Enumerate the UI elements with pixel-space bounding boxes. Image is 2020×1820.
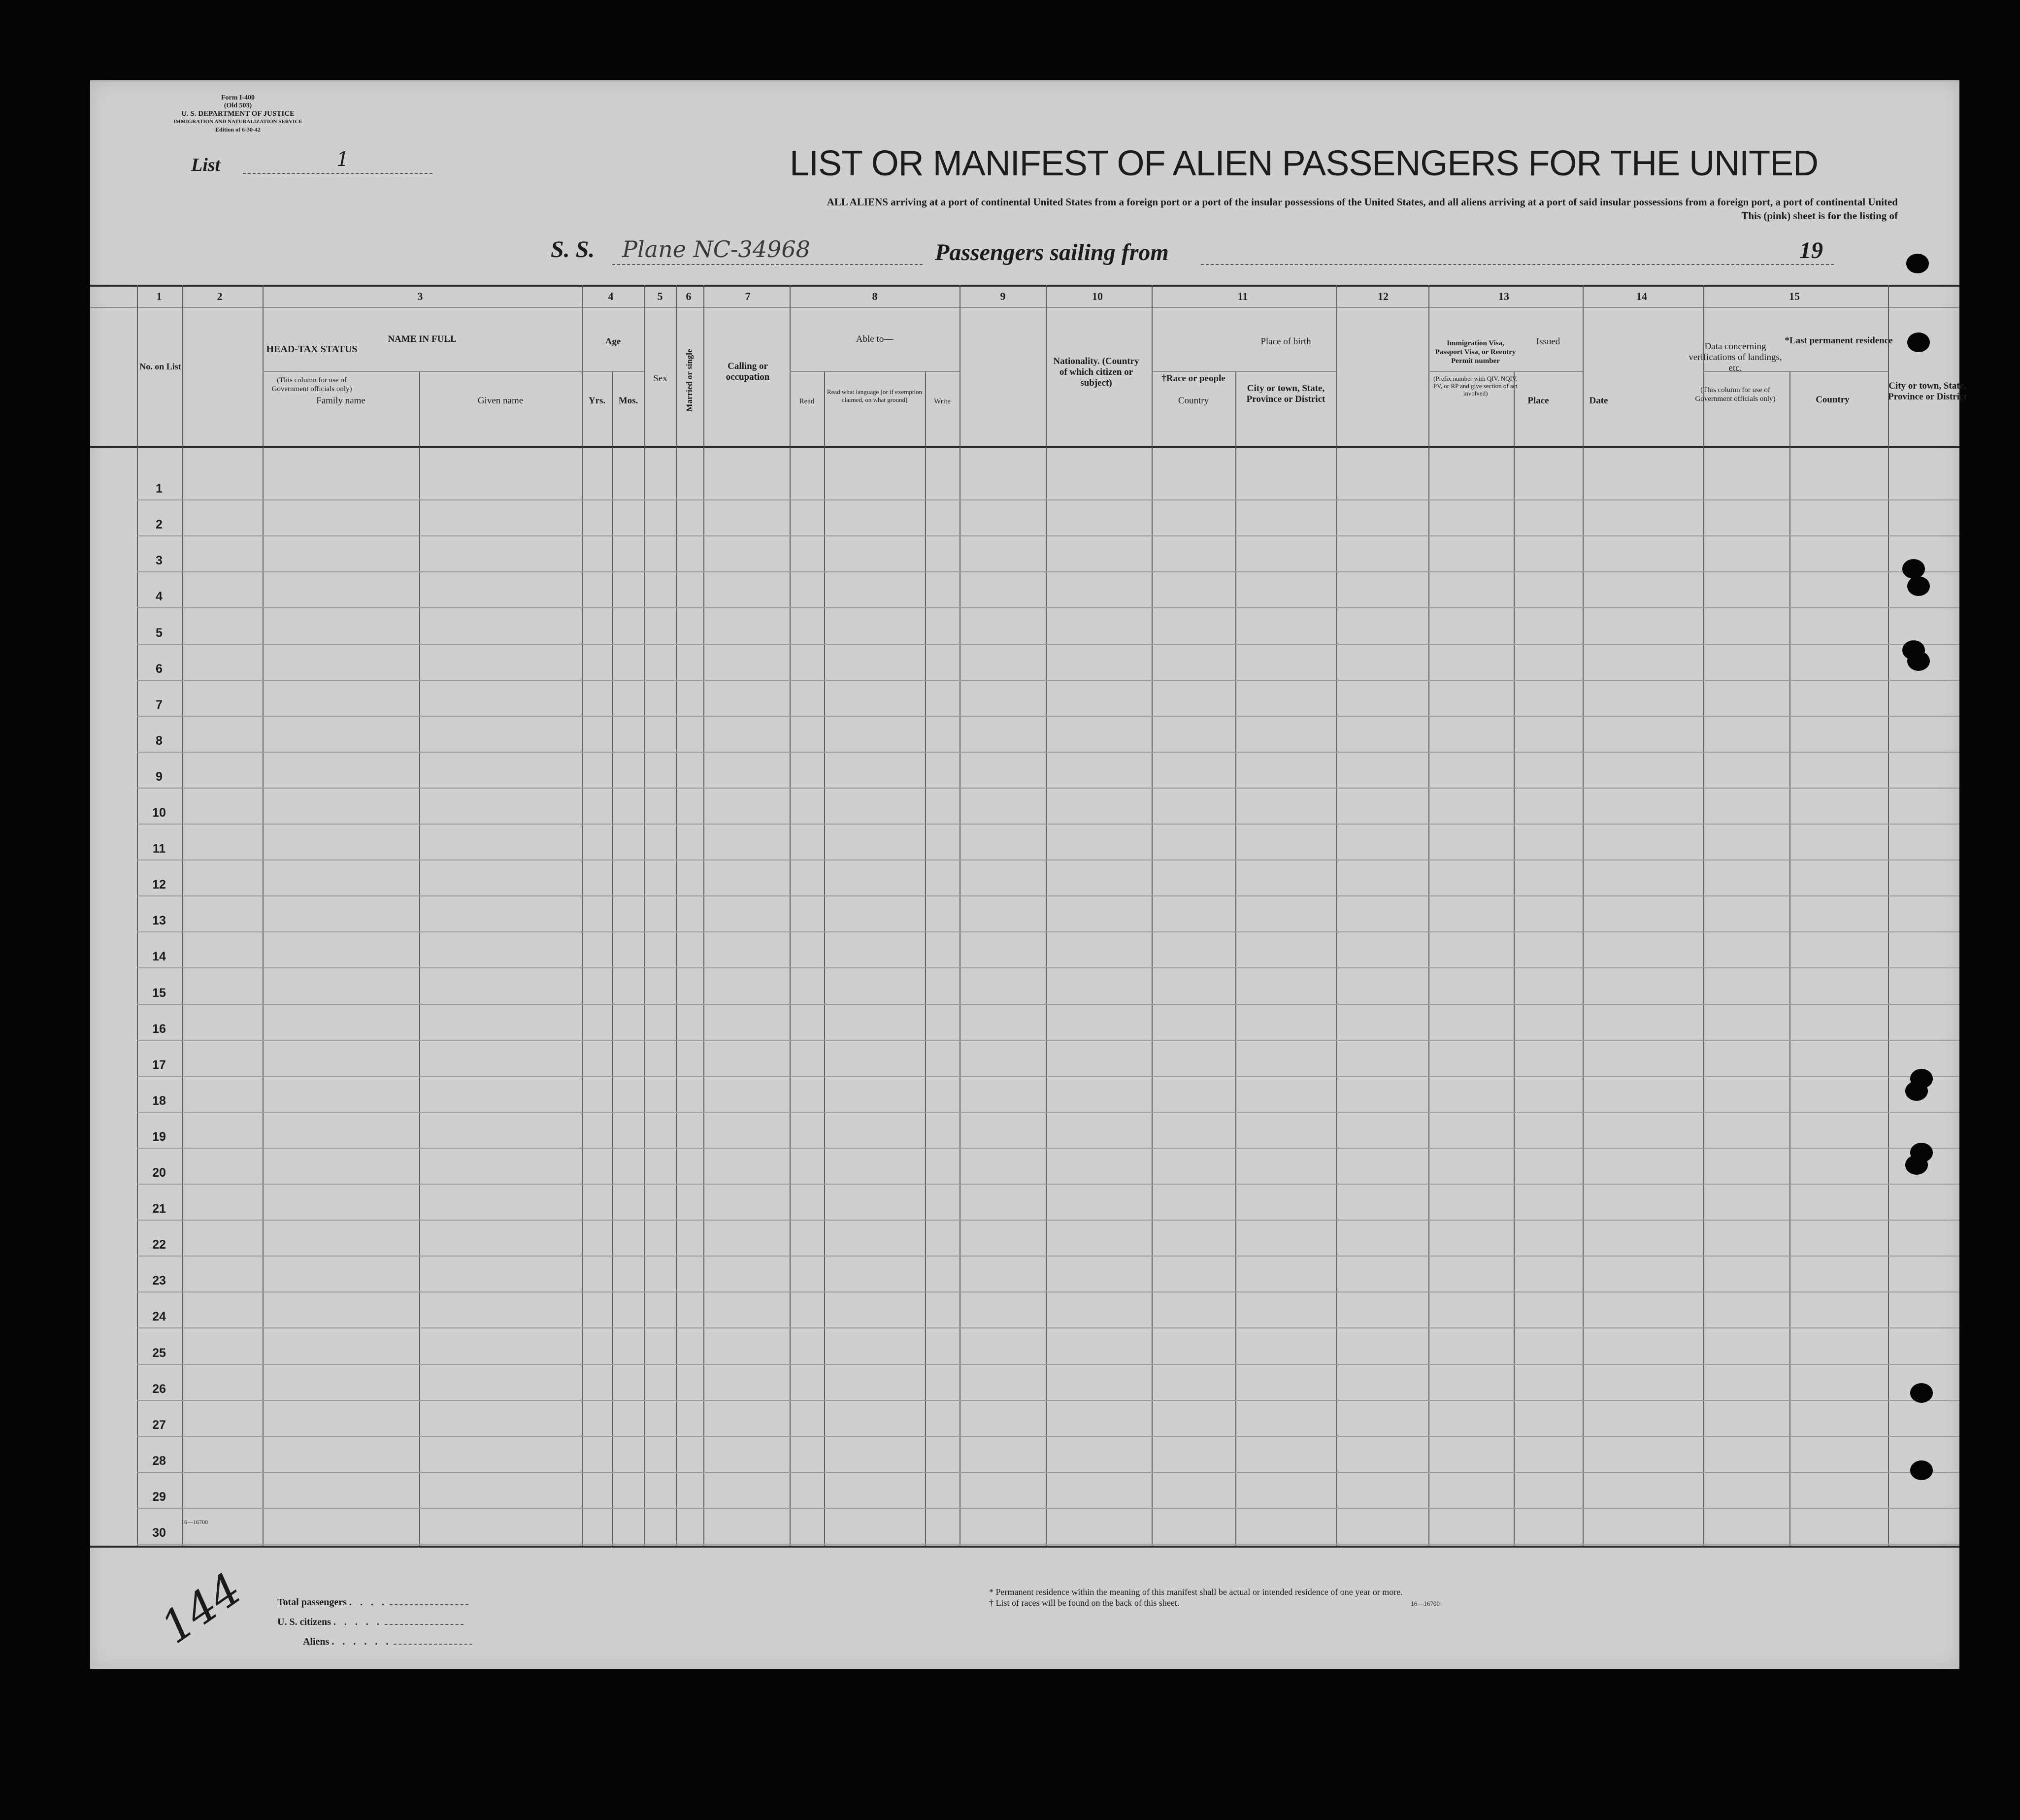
row-number: 8 bbox=[156, 733, 163, 748]
row-line bbox=[137, 607, 1959, 608]
col-num-8: 8 bbox=[872, 290, 878, 302]
col-line-4a bbox=[612, 371, 613, 1546]
row-number: 1 bbox=[156, 482, 163, 496]
row-line bbox=[137, 1004, 1959, 1005]
table-top-border bbox=[90, 285, 1959, 287]
totals-block bbox=[277, 1592, 472, 1652]
header-write: Write bbox=[934, 397, 951, 405]
row-number: 20 bbox=[152, 1166, 166, 1180]
header-name-in-full: NAME IN FULL bbox=[388, 334, 457, 344]
col-num-5: 5 bbox=[657, 290, 663, 302]
col-line-14 bbox=[1703, 285, 1704, 1546]
row-number: 23 bbox=[152, 1274, 166, 1288]
header-able-to: Able to— bbox=[856, 334, 894, 344]
header-place-of-birth: Place of birth bbox=[1260, 336, 1311, 347]
us-citizens-row: U. S. citizens . . . . . bbox=[277, 1612, 472, 1632]
col-line-5 bbox=[676, 285, 677, 1546]
col-line-12 bbox=[1428, 285, 1429, 1546]
colnum-divider bbox=[90, 307, 1959, 308]
punch-hole bbox=[1907, 576, 1930, 596]
col-num-13: 13 bbox=[1498, 290, 1509, 302]
row-number: 25 bbox=[152, 1346, 166, 1360]
header-issued: Issued bbox=[1536, 336, 1560, 347]
row-number: 24 bbox=[152, 1310, 166, 1324]
header-head-tax: HEAD-TAX STATUS bbox=[266, 344, 358, 355]
row-number: 11 bbox=[152, 842, 166, 856]
col-line-8a bbox=[824, 371, 825, 1546]
row-line bbox=[137, 716, 1959, 717]
row-number: 7 bbox=[156, 697, 163, 712]
row-number: 22 bbox=[152, 1238, 166, 1252]
col-num-2: 2 bbox=[217, 290, 223, 302]
col-num-1: 1 bbox=[156, 290, 162, 302]
row-line bbox=[137, 1148, 1959, 1149]
col-line-3 bbox=[582, 285, 583, 1546]
row-line bbox=[137, 1544, 1959, 1545]
col-num-14: 14 bbox=[1636, 290, 1647, 302]
punch-hole bbox=[1910, 1460, 1933, 1480]
row-line bbox=[137, 1436, 1959, 1437]
col-num-6: 6 bbox=[686, 290, 692, 302]
form-old: (Old 503) bbox=[224, 102, 252, 109]
header-no-on-list: No. on List bbox=[139, 362, 181, 371]
ship-value: Plane NC-34968 bbox=[622, 236, 810, 263]
row-number: 13 bbox=[152, 914, 166, 928]
punch-hole bbox=[1910, 1383, 1933, 1403]
col-line-left bbox=[137, 285, 138, 1546]
col-line-9 bbox=[1046, 285, 1047, 1546]
header-given-name: Given name bbox=[477, 396, 524, 406]
row-number: 2 bbox=[156, 518, 163, 532]
col-line-13a bbox=[1514, 371, 1515, 1546]
total-passengers-row: Total passengers . . . . bbox=[277, 1592, 472, 1612]
row-number: 15 bbox=[152, 986, 166, 1000]
row-line bbox=[137, 644, 1959, 645]
col-line-3a bbox=[419, 371, 420, 1546]
col-line-7 bbox=[790, 285, 791, 1546]
row-number: 3 bbox=[156, 554, 163, 568]
col-num-10: 10 bbox=[1092, 290, 1103, 302]
row-line bbox=[137, 571, 1959, 572]
col-num-7: 7 bbox=[745, 290, 751, 302]
col-line-4 bbox=[644, 285, 645, 1546]
row-line bbox=[137, 895, 1959, 896]
form-edition: Edition of 6-30-42 bbox=[215, 126, 261, 133]
page-title: LIST OR MANIFEST OF ALIEN PASSENGERS FOR THE UNITED bbox=[790, 144, 1819, 183]
punch-hole bbox=[1905, 1081, 1928, 1101]
row-line bbox=[137, 680, 1959, 681]
able-group-line bbox=[790, 371, 960, 372]
punch-hole bbox=[1905, 1155, 1928, 1175]
header-calling: Calling or occupation bbox=[726, 361, 770, 382]
row-line bbox=[137, 1076, 1959, 1077]
row-line bbox=[137, 499, 1959, 500]
date-line bbox=[1632, 264, 1834, 265]
row-number: 5 bbox=[156, 626, 163, 640]
row-number: 6 bbox=[156, 662, 163, 676]
footnotes bbox=[989, 1587, 1440, 1609]
footnote-code: 16—16700 bbox=[1411, 1600, 1440, 1607]
row-line bbox=[137, 1220, 1959, 1221]
row-number: 21 bbox=[152, 1202, 166, 1216]
handwritten-number: 144 bbox=[152, 1563, 251, 1654]
subtitle-line-1: ALL ALIENS arriving at a port of continental United States from a foreign port or a port of the insular possessions of the United States, and all aliens arriving at a port of said insular possessions from a foreign port, a port of continental United bbox=[827, 196, 1898, 208]
header-country-2: Country bbox=[1816, 395, 1850, 405]
col-line-15a bbox=[1789, 371, 1790, 1546]
aliens-row: Aliens . . . . . . bbox=[277, 1632, 472, 1652]
form-service: IMMIGRATION AND NATURALIZATION SERVICE bbox=[173, 119, 302, 125]
header-country: Country bbox=[1178, 396, 1209, 406]
row-line bbox=[137, 535, 1959, 536]
row-line bbox=[137, 1364, 1959, 1365]
table-bottom-border bbox=[90, 1546, 1959, 1548]
row-line bbox=[137, 824, 1959, 825]
total-passengers-label: Total passengers bbox=[277, 1597, 347, 1608]
row-line bbox=[137, 967, 1959, 968]
col-line-10 bbox=[1152, 285, 1153, 1546]
header-place: Place bbox=[1527, 396, 1549, 406]
col-line-11 bbox=[1336, 285, 1337, 1546]
col-line-11a bbox=[1235, 371, 1236, 1546]
row-number: 27 bbox=[152, 1418, 166, 1432]
name-group-line bbox=[263, 371, 582, 372]
punch-hole bbox=[1907, 651, 1930, 671]
row-line bbox=[137, 1472, 1959, 1473]
row-line bbox=[137, 1184, 1959, 1185]
sailing-line bbox=[1201, 264, 1629, 265]
year-prefix: 19 bbox=[1799, 237, 1823, 264]
col-line-15 bbox=[1888, 285, 1889, 1546]
header-data-concerning: Data concerning verifications of landings, etc. bbox=[1689, 341, 1782, 373]
punch-hole bbox=[1907, 332, 1930, 352]
header-race: †Race or people bbox=[1161, 373, 1225, 384]
form-number: Form I-400 bbox=[221, 94, 255, 101]
print-code: 16—16700 bbox=[181, 1519, 208, 1525]
header-head-tax-note: (This column for use of Government officials only) bbox=[271, 376, 352, 393]
sailing-label: Passengers sailing from bbox=[935, 239, 1169, 265]
header-date: Date bbox=[1589, 396, 1608, 406]
row-number: 28 bbox=[152, 1454, 166, 1468]
header-city-town-2: City or town, State, Province or District bbox=[1888, 381, 1967, 402]
header-family-name: Family name bbox=[316, 396, 365, 406]
col-num-12: 12 bbox=[1378, 290, 1389, 302]
header-married: Married or single bbox=[685, 349, 694, 412]
header-visa: Immigration Visa, Passport Visa, or Reentry Permit number bbox=[1435, 339, 1516, 365]
col-num-4: 4 bbox=[608, 290, 614, 302]
footnote-residence: * Permanent residence within the meaning of this manifest shall be actual or intended residence of one year or more. bbox=[989, 1587, 1403, 1597]
aliens-label: Aliens bbox=[303, 1636, 330, 1647]
row-number: 26 bbox=[152, 1382, 166, 1396]
row-line bbox=[137, 1291, 1959, 1292]
list-line bbox=[243, 173, 432, 174]
row-line bbox=[137, 1327, 1959, 1328]
age-group-line bbox=[582, 371, 644, 372]
manifest-sheet bbox=[90, 80, 1967, 1669]
header-last-residence: *Last permanent residence bbox=[1785, 335, 1893, 346]
punch-hole bbox=[1902, 559, 1925, 579]
row-number: 17 bbox=[152, 1058, 166, 1072]
col-line-6 bbox=[703, 285, 704, 1546]
header-mos: Mos. bbox=[618, 396, 638, 406]
punch-hole bbox=[1906, 254, 1929, 273]
list-field bbox=[191, 154, 220, 176]
list-label: List bbox=[191, 155, 221, 175]
header-city-town: City or town, State, Province or District bbox=[1246, 383, 1325, 404]
row-line bbox=[137, 1040, 1959, 1041]
row-line bbox=[137, 752, 1959, 753]
header-sex: Sex bbox=[653, 373, 667, 384]
row-line bbox=[137, 1508, 1959, 1509]
row-number: 10 bbox=[152, 806, 166, 820]
row-number: 14 bbox=[152, 950, 166, 964]
row-number: 12 bbox=[152, 878, 166, 892]
header-yrs: Yrs. bbox=[588, 396, 606, 406]
header-age: Age bbox=[605, 336, 621, 347]
col-num-11: 11 bbox=[1237, 290, 1248, 302]
col-num-9: 9 bbox=[1000, 290, 1006, 302]
col-num-15: 15 bbox=[1789, 290, 1800, 302]
header-visa-note: (Prefix number with QIV, NQIV, PV, or RP and give section of act involved) bbox=[1433, 375, 1518, 397]
header-nationality: Nationality. (Country of which citizen or subject) bbox=[1053, 356, 1139, 388]
header-bottom-border bbox=[90, 446, 1959, 448]
subtitle-line-2: This (pink) sheet is for the listing of bbox=[1741, 210, 1898, 222]
col-num-3: 3 bbox=[417, 290, 423, 302]
footnote-races: † List of races will be found on the back of this sheet. bbox=[989, 1598, 1180, 1608]
row-line bbox=[137, 931, 1959, 932]
col-line-2 bbox=[263, 285, 264, 1546]
row-number: 29 bbox=[152, 1489, 166, 1504]
col-line-1 bbox=[182, 285, 183, 1546]
row-line bbox=[137, 1112, 1959, 1113]
footnote-races-row bbox=[989, 1597, 1440, 1609]
us-citizens-label: U. S. citizens bbox=[277, 1617, 331, 1627]
birth-group-line bbox=[1152, 371, 1336, 372]
row-line bbox=[137, 1256, 1959, 1257]
issued-group-line bbox=[1428, 371, 1583, 372]
row-number: 18 bbox=[152, 1093, 166, 1108]
form-header bbox=[164, 94, 312, 133]
ship-prefix: S. S. bbox=[551, 236, 595, 263]
col-line-8b bbox=[925, 371, 926, 1546]
row-number: 4 bbox=[156, 590, 163, 604]
row-line bbox=[137, 1400, 1959, 1401]
row-number: 9 bbox=[156, 769, 163, 784]
row-number: 16 bbox=[152, 1022, 166, 1036]
col-line-13 bbox=[1583, 285, 1584, 1546]
row-number: 19 bbox=[152, 1129, 166, 1144]
row-line bbox=[137, 788, 1959, 789]
header-data-note: (This column for use of Government officials only) bbox=[1695, 386, 1776, 403]
row-number: 30 bbox=[152, 1526, 166, 1540]
list-value: 1 bbox=[336, 148, 349, 171]
form-dept: U. S. DEPARTMENT OF JUSTICE bbox=[181, 110, 295, 118]
header-read: Read bbox=[799, 397, 815, 405]
header-read-what: Read what language [or if exemption claimed, on what ground] bbox=[827, 388, 923, 403]
ship-line bbox=[612, 264, 923, 265]
